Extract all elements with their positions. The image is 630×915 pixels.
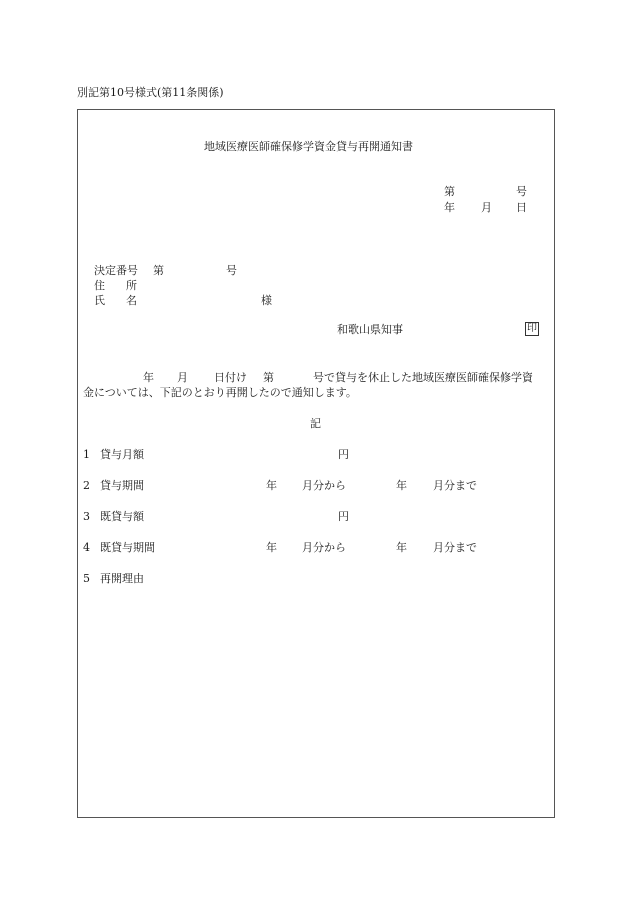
honorific-sama: 様 — [261, 294, 272, 307]
form-header-note: 別記第10号様式(第11条関係) — [77, 86, 224, 99]
seal-stamp: 印 — [527, 323, 537, 334]
item-1-unit: 円 — [338, 448, 349, 461]
ref-dai: 第 — [444, 185, 455, 198]
name-label: 氏 名 — [94, 294, 142, 307]
item-1-no: 1 — [83, 448, 90, 461]
form-frame — [77, 109, 555, 818]
notice-month: 月 — [177, 371, 188, 384]
item-3-unit: 円 — [338, 510, 349, 523]
notice-line2: 金については、下記のとおり再開したので通知します。 — [83, 386, 357, 399]
decision-number-label: 決定番号 — [94, 264, 138, 277]
notice-year: 年 — [143, 371, 154, 384]
item-2-no: 2 — [83, 479, 90, 492]
ref-gou: 号 — [516, 185, 527, 198]
item-2-to-year: 年 — [396, 479, 407, 492]
item-1-label: 貸与月額 — [100, 448, 144, 461]
item-2-label: 貸与期間 — [100, 479, 144, 492]
item-5-label: 再開理由 — [100, 572, 144, 585]
item-3-label: 既貸与額 — [100, 510, 144, 523]
item-2-from-month: 月分から — [302, 479, 346, 492]
item-4-from-year: 年 — [266, 541, 277, 554]
issuer-name: 和歌山県知事 — [337, 323, 403, 336]
ki-heading: 記 — [310, 417, 321, 430]
notice-line1-rest: 号で貸与を休止した地域医療医師確保修学資 — [313, 371, 533, 384]
notice-dai: 第 — [263, 371, 274, 384]
date-day: 日 — [516, 201, 527, 214]
date-year: 年 — [444, 201, 455, 214]
document-title: 地域医療医師確保修学資金貸与再開通知書 — [204, 140, 413, 153]
decision-gou: 号 — [226, 264, 237, 277]
address-label: 住 所 — [94, 279, 142, 292]
item-4-label: 既貸与期間 — [100, 541, 155, 554]
date-month: 月 — [481, 201, 492, 214]
decision-dai: 第 — [153, 264, 164, 277]
item-4-from-month: 月分から — [302, 541, 346, 554]
item-4-no: 4 — [83, 541, 90, 554]
item-4-to-month: 月分まで — [433, 541, 477, 554]
notice-date-suffix: 日付け — [214, 371, 247, 384]
item-4-to-year: 年 — [396, 541, 407, 554]
item-3-no: 3 — [83, 510, 90, 523]
item-2-to-month: 月分まで — [433, 479, 477, 492]
item-5-no: 5 — [83, 572, 90, 585]
item-2-from-year: 年 — [266, 479, 277, 492]
